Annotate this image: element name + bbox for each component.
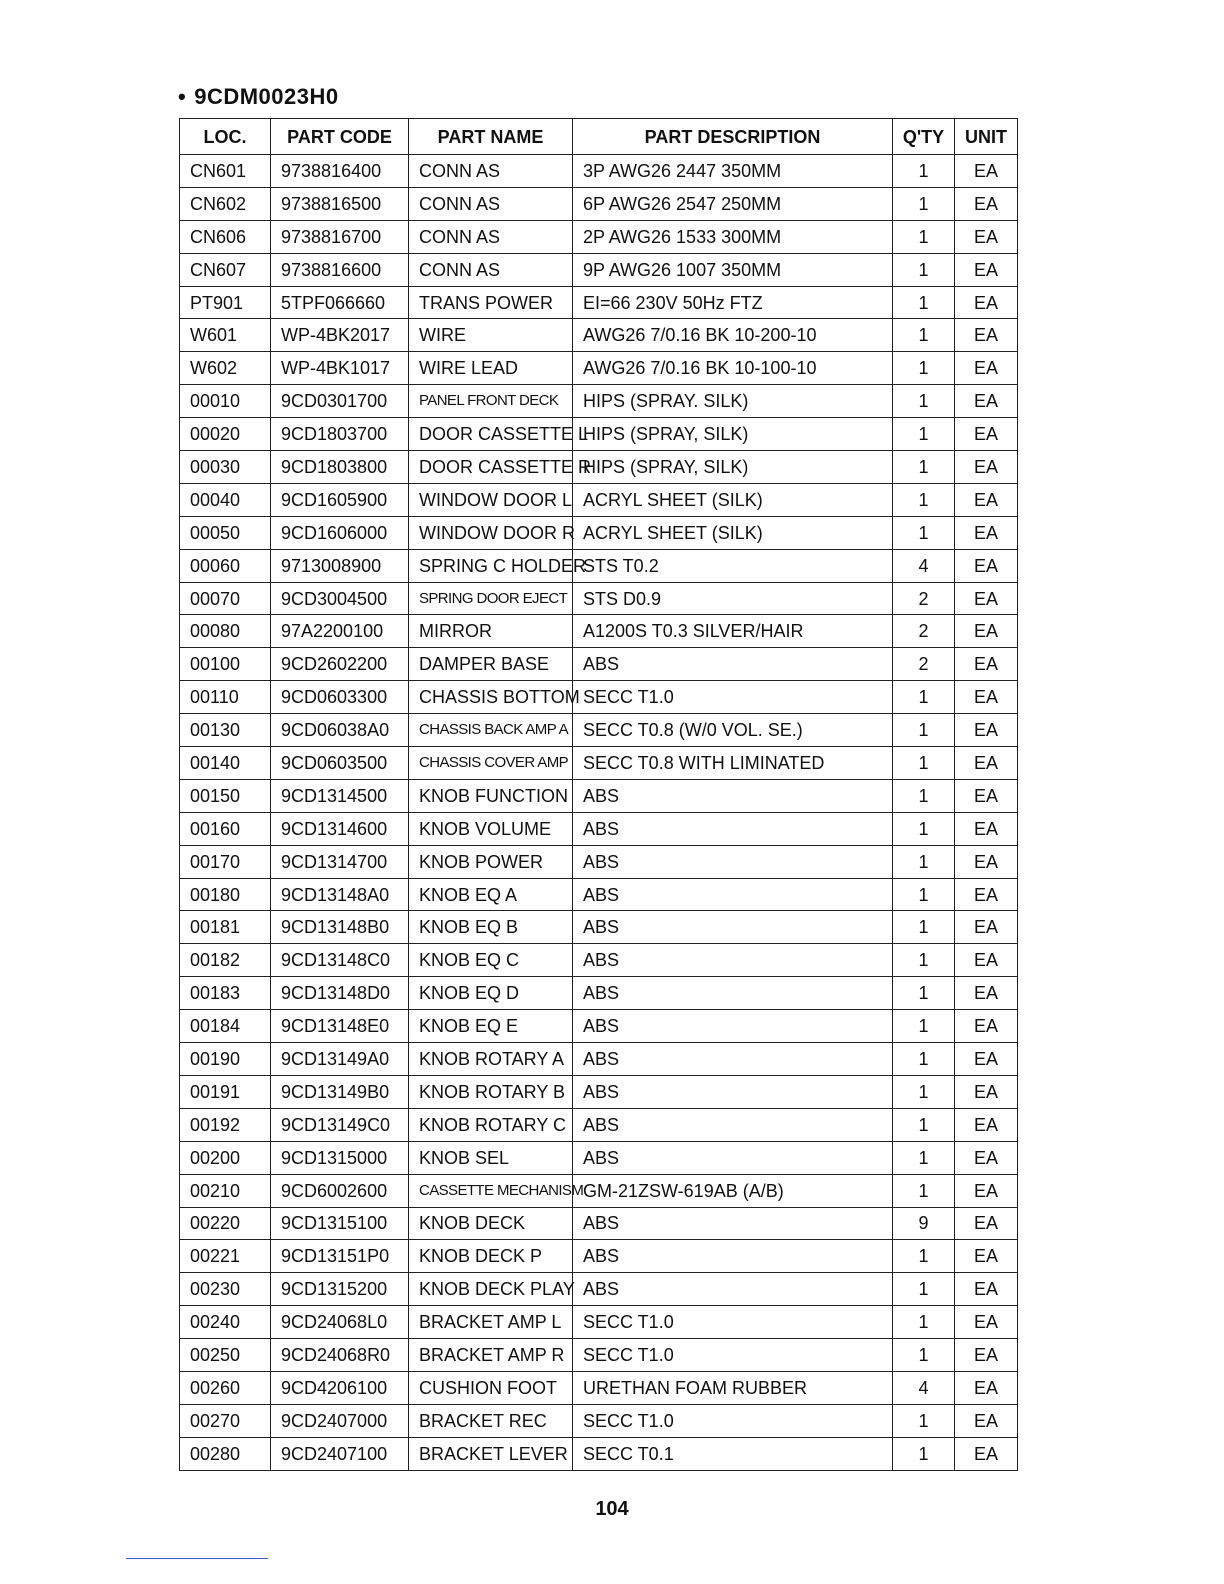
part-name-cell: BRACKET LEVER bbox=[409, 1437, 573, 1470]
qty-cell: 1 bbox=[893, 1075, 955, 1108]
part-description-cell: STS D0.9 bbox=[573, 582, 893, 615]
table-row bbox=[180, 714, 1018, 747]
unit-cell: EA bbox=[955, 845, 1018, 878]
unit-cell: EA bbox=[955, 418, 1018, 451]
part-code-cell: 9CD13148A0 bbox=[271, 878, 409, 911]
loc-cell: 00200 bbox=[180, 1141, 271, 1174]
qty-cell: 1 bbox=[893, 977, 955, 1010]
col-header-part-description: PART DESCRIPTION bbox=[573, 119, 893, 155]
table-row bbox=[180, 977, 1018, 1010]
part-name-cell: KNOB ROTARY A bbox=[409, 1043, 573, 1076]
loc-cell: 00150 bbox=[180, 779, 271, 812]
table-row bbox=[180, 1371, 1018, 1404]
table-row bbox=[180, 747, 1018, 780]
unit-cell: EA bbox=[955, 1306, 1018, 1339]
part-name-cell: KNOB ROTARY C bbox=[409, 1108, 573, 1141]
part-code-cell: 9738816600 bbox=[271, 253, 409, 286]
qty-cell: 4 bbox=[893, 549, 955, 582]
part-description-cell: 2P AWG26 1533 300MM bbox=[573, 220, 893, 253]
page-number: 104 bbox=[595, 1498, 629, 1520]
part-description-cell: ABS bbox=[573, 812, 893, 845]
part-description-cell: AWG26 7/0.16 BK 10-100-10 bbox=[573, 352, 893, 385]
part-description-cell: URETHAN FOAM RUBBER bbox=[573, 1371, 893, 1404]
part-description-cell: ABS bbox=[573, 944, 893, 977]
part-code-cell: 9738816500 bbox=[271, 187, 409, 220]
table-row bbox=[180, 779, 1018, 812]
part-description-cell: SECC T1.0 bbox=[573, 1306, 893, 1339]
table-row bbox=[180, 155, 1018, 188]
qty-cell: 1 bbox=[893, 1108, 955, 1141]
part-code-cell: 9CD13149A0 bbox=[271, 1043, 409, 1076]
table-row bbox=[180, 1404, 1018, 1437]
unit-cell: EA bbox=[955, 1339, 1018, 1372]
table-row bbox=[180, 1207, 1018, 1240]
unit-cell: EA bbox=[955, 582, 1018, 615]
unit-cell: EA bbox=[955, 1108, 1018, 1141]
loc-cell: CN601 bbox=[180, 155, 271, 188]
loc-cell: CN607 bbox=[180, 253, 271, 286]
unit-cell: EA bbox=[955, 220, 1018, 253]
table-row bbox=[180, 1010, 1018, 1043]
table-row bbox=[180, 1141, 1018, 1174]
unit-cell: EA bbox=[955, 681, 1018, 714]
part-name-cell: KNOB ROTARY B bbox=[409, 1075, 573, 1108]
loc-cell: CN602 bbox=[180, 187, 271, 220]
qty-cell: 1 bbox=[893, 1437, 955, 1470]
qty-cell: 1 bbox=[893, 253, 955, 286]
part-description-cell: ABS bbox=[573, 1108, 893, 1141]
part-description-cell: SECC T1.0 bbox=[573, 1339, 893, 1372]
col-header-loc: LOC. bbox=[180, 119, 271, 155]
part-name-cell: CHASSIS BACK AMP A bbox=[409, 714, 573, 747]
unit-cell: EA bbox=[955, 286, 1018, 319]
loc-cell: 00260 bbox=[180, 1371, 271, 1404]
qty-cell: 1 bbox=[893, 1174, 955, 1207]
part-code-cell: 9CD1315100 bbox=[271, 1207, 409, 1240]
unit-cell: EA bbox=[955, 615, 1018, 648]
table-row bbox=[180, 549, 1018, 582]
table-row bbox=[180, 1174, 1018, 1207]
part-name-cell: DOOR CASSETTE R bbox=[409, 451, 573, 484]
qty-cell: 1 bbox=[893, 483, 955, 516]
part-code-cell: 9CD1315200 bbox=[271, 1273, 409, 1306]
unit-cell: EA bbox=[955, 977, 1018, 1010]
part-name-cell: KNOB EQ B bbox=[409, 911, 573, 944]
part-name-cell: CONN AS bbox=[409, 220, 573, 253]
qty-cell: 1 bbox=[893, 1240, 955, 1273]
loc-cell: 00100 bbox=[180, 648, 271, 681]
part-name-cell: KNOB SEL bbox=[409, 1141, 573, 1174]
table-row bbox=[180, 319, 1018, 352]
part-code-cell: 9CD13149B0 bbox=[271, 1075, 409, 1108]
part-code-cell: 9CD13148C0 bbox=[271, 944, 409, 977]
qty-cell: 1 bbox=[893, 220, 955, 253]
qty-cell: 1 bbox=[893, 681, 955, 714]
part-description-cell: SECC T1.0 bbox=[573, 681, 893, 714]
qty-cell: 1 bbox=[893, 747, 955, 780]
loc-cell: CN606 bbox=[180, 220, 271, 253]
unit-cell: EA bbox=[955, 878, 1018, 911]
parts-table-body bbox=[180, 155, 1018, 1471]
part-name-cell: CASSETTE MECHANISM bbox=[409, 1174, 573, 1207]
parts-table bbox=[179, 118, 1018, 1471]
part-code-cell: 9CD13148E0 bbox=[271, 1010, 409, 1043]
part-name-cell: MIRROR bbox=[409, 615, 573, 648]
part-description-cell: ACRYL SHEET (SILK) bbox=[573, 516, 893, 549]
part-name-cell: PANEL FRONT DECK bbox=[409, 385, 573, 418]
unit-cell: EA bbox=[955, 451, 1018, 484]
part-description-cell: ABS bbox=[573, 845, 893, 878]
part-code-cell: 9CD0603500 bbox=[271, 747, 409, 780]
part-code-cell: 9CD6002600 bbox=[271, 1174, 409, 1207]
table-row bbox=[180, 845, 1018, 878]
unit-cell: EA bbox=[955, 253, 1018, 286]
part-code-cell: 9CD0301700 bbox=[271, 385, 409, 418]
part-name-cell: CONN AS bbox=[409, 253, 573, 286]
table-row bbox=[180, 516, 1018, 549]
loc-cell: 00010 bbox=[180, 385, 271, 418]
loc-cell: 00220 bbox=[180, 1207, 271, 1240]
unit-cell: EA bbox=[955, 944, 1018, 977]
loc-cell: 00250 bbox=[180, 1339, 271, 1372]
table-row bbox=[180, 911, 1018, 944]
loc-cell: 00184 bbox=[180, 1010, 271, 1043]
table-row bbox=[180, 220, 1018, 253]
table-row bbox=[180, 1306, 1018, 1339]
part-name-cell: BRACKET REC bbox=[409, 1404, 573, 1437]
loc-cell: 00020 bbox=[180, 418, 271, 451]
table-row bbox=[180, 187, 1018, 220]
part-description-cell: SECC T0.1 bbox=[573, 1437, 893, 1470]
qty-cell: 1 bbox=[893, 451, 955, 484]
loc-cell: 00040 bbox=[180, 483, 271, 516]
part-code-cell: WP-4BK1017 bbox=[271, 352, 409, 385]
part-name-cell: WIRE bbox=[409, 319, 573, 352]
part-name-cell: SPRING DOOR EJECT bbox=[409, 582, 573, 615]
part-name-cell: CUSHION FOOT bbox=[409, 1371, 573, 1404]
part-name-cell: KNOB EQ C bbox=[409, 944, 573, 977]
part-description-cell: AWG26 7/0.16 BK 10-200-10 bbox=[573, 319, 893, 352]
table-row bbox=[180, 286, 1018, 319]
unit-cell: EA bbox=[955, 155, 1018, 188]
qty-cell: 4 bbox=[893, 1371, 955, 1404]
qty-cell: 1 bbox=[893, 286, 955, 319]
qty-cell: 1 bbox=[893, 944, 955, 977]
table-row bbox=[180, 1437, 1018, 1470]
part-name-cell: WINDOW DOOR R bbox=[409, 516, 573, 549]
part-description-cell: STS T0.2 bbox=[573, 549, 893, 582]
table-row bbox=[180, 1108, 1018, 1141]
part-description-cell: ABS bbox=[573, 878, 893, 911]
part-description-cell: 9P AWG26 1007 350MM bbox=[573, 253, 893, 286]
part-code-cell: 9CD1314600 bbox=[271, 812, 409, 845]
part-code-cell: 9CD13148B0 bbox=[271, 911, 409, 944]
table-row bbox=[180, 253, 1018, 286]
loc-cell: 00192 bbox=[180, 1108, 271, 1141]
qty-cell: 9 bbox=[893, 1207, 955, 1240]
unit-cell: EA bbox=[955, 352, 1018, 385]
part-name-cell: WINDOW DOOR L bbox=[409, 483, 573, 516]
part-description-cell: ABS bbox=[573, 911, 893, 944]
part-description-cell: HIPS (SPRAY. SILK) bbox=[573, 385, 893, 418]
loc-cell: 00181 bbox=[180, 911, 271, 944]
loc-cell: 00180 bbox=[180, 878, 271, 911]
part-code-cell: 9CD24068R0 bbox=[271, 1339, 409, 1372]
qty-cell: 1 bbox=[893, 155, 955, 188]
qty-cell: 1 bbox=[893, 516, 955, 549]
part-code-cell: 9CD2602200 bbox=[271, 648, 409, 681]
part-code-cell: 9CD2407100 bbox=[271, 1437, 409, 1470]
part-code-cell: 9CD24068L0 bbox=[271, 1306, 409, 1339]
part-name-cell: KNOB POWER bbox=[409, 845, 573, 878]
qty-cell: 2 bbox=[893, 615, 955, 648]
part-description-cell: ABS bbox=[573, 1240, 893, 1273]
part-code-cell: 9738816700 bbox=[271, 220, 409, 253]
loc-cell: 00182 bbox=[180, 944, 271, 977]
loc-cell: 00221 bbox=[180, 1240, 271, 1273]
col-header-part-code: PART CODE bbox=[271, 119, 409, 155]
part-code-cell: 9CD1605900 bbox=[271, 483, 409, 516]
loc-cell: PT901 bbox=[180, 286, 271, 319]
part-description-cell: 6P AWG26 2547 250MM bbox=[573, 187, 893, 220]
part-name-cell: DAMPER BASE bbox=[409, 648, 573, 681]
part-description-cell: ABS bbox=[573, 779, 893, 812]
loc-cell: 00230 bbox=[180, 1273, 271, 1306]
unit-cell: EA bbox=[955, 1043, 1018, 1076]
part-name-cell: BRACKET AMP L bbox=[409, 1306, 573, 1339]
part-code-cell: 9CD1803800 bbox=[271, 451, 409, 484]
part-description-cell: A1200S T0.3 SILVER/HAIR bbox=[573, 615, 893, 648]
part-name-cell: KNOB DECK P bbox=[409, 1240, 573, 1273]
qty-cell: 1 bbox=[893, 1404, 955, 1437]
part-name-cell: DOOR CASSETTE L bbox=[409, 418, 573, 451]
table-row bbox=[180, 1273, 1018, 1306]
part-code-cell: 97A2200100 bbox=[271, 615, 409, 648]
part-name-cell: WIRE LEAD bbox=[409, 352, 573, 385]
part-description-cell: 3P AWG26 2447 350MM bbox=[573, 155, 893, 188]
loc-cell: W601 bbox=[180, 319, 271, 352]
part-description-cell: ABS bbox=[573, 1075, 893, 1108]
unit-cell: EA bbox=[955, 187, 1018, 220]
qty-cell: 1 bbox=[893, 319, 955, 352]
loc-cell: 00240 bbox=[180, 1306, 271, 1339]
unit-cell: EA bbox=[955, 1437, 1018, 1470]
qty-cell: 1 bbox=[893, 1010, 955, 1043]
qty-cell: 1 bbox=[893, 1273, 955, 1306]
part-description-cell: HIPS (SPRAY, SILK) bbox=[573, 451, 893, 484]
part-code-cell: 9CD0603300 bbox=[271, 681, 409, 714]
part-description-cell: EI=66 230V 50Hz FTZ bbox=[573, 286, 893, 319]
part-description-cell: ABS bbox=[573, 1207, 893, 1240]
part-code-cell: 9CD4206100 bbox=[271, 1371, 409, 1404]
part-code-cell: 5TPF066660 bbox=[271, 286, 409, 319]
loc-cell: 00170 bbox=[180, 845, 271, 878]
part-name-cell: TRANS POWER bbox=[409, 286, 573, 319]
loc-cell: 00210 bbox=[180, 1174, 271, 1207]
part-code-cell: 9CD1314500 bbox=[271, 779, 409, 812]
table-row bbox=[180, 944, 1018, 977]
part-name-cell: CONN AS bbox=[409, 155, 573, 188]
unit-cell: EA bbox=[955, 1240, 1018, 1273]
table-row bbox=[180, 451, 1018, 484]
part-name-cell: SPRING C HOLDER bbox=[409, 549, 573, 582]
unit-cell: EA bbox=[955, 319, 1018, 352]
part-code-cell: WP-4BK2017 bbox=[271, 319, 409, 352]
qty-cell: 2 bbox=[893, 582, 955, 615]
table-row bbox=[180, 352, 1018, 385]
loc-cell: 00183 bbox=[180, 977, 271, 1010]
table-row bbox=[180, 418, 1018, 451]
part-description-cell: ACRYL SHEET (SILK) bbox=[573, 483, 893, 516]
loc-cell: 00080 bbox=[180, 615, 271, 648]
part-description-cell: SECC T0.8 (W/0 VOL. SE.) bbox=[573, 714, 893, 747]
part-code-cell: 9CD1606000 bbox=[271, 516, 409, 549]
header-row bbox=[180, 119, 1018, 155]
table-row bbox=[180, 648, 1018, 681]
unit-cell: EA bbox=[955, 648, 1018, 681]
loc-cell: W602 bbox=[180, 352, 271, 385]
qty-cell: 1 bbox=[893, 352, 955, 385]
part-name-cell: KNOB EQ A bbox=[409, 878, 573, 911]
part-description-cell: GM-21ZSW-619AB (A/B) bbox=[573, 1174, 893, 1207]
unit-cell: EA bbox=[955, 1010, 1018, 1043]
page-title bbox=[178, 84, 339, 110]
unit-cell: EA bbox=[955, 516, 1018, 549]
part-name-cell: KNOB DECK PLAY bbox=[409, 1273, 573, 1306]
loc-cell: 00110 bbox=[180, 681, 271, 714]
loc-cell: 00050 bbox=[180, 516, 271, 549]
unit-cell: EA bbox=[955, 911, 1018, 944]
table-row bbox=[180, 385, 1018, 418]
part-code-cell: 9CD13148D0 bbox=[271, 977, 409, 1010]
table-row bbox=[180, 681, 1018, 714]
qty-cell: 1 bbox=[893, 1141, 955, 1174]
table-row bbox=[180, 878, 1018, 911]
unit-cell: EA bbox=[955, 714, 1018, 747]
part-name-cell: CHASSIS BOTTOM bbox=[409, 681, 573, 714]
part-name-cell: KNOB EQ E bbox=[409, 1010, 573, 1043]
unit-cell: EA bbox=[955, 483, 1018, 516]
qty-cell: 1 bbox=[893, 714, 955, 747]
model-code: 9CDM0023H0 bbox=[194, 84, 339, 109]
table-row bbox=[180, 483, 1018, 516]
part-description-cell: ABS bbox=[573, 1010, 893, 1043]
part-name-cell: CONN AS bbox=[409, 187, 573, 220]
loc-cell: 00190 bbox=[180, 1043, 271, 1076]
unit-cell: EA bbox=[955, 1141, 1018, 1174]
part-description-cell: ABS bbox=[573, 1141, 893, 1174]
loc-cell: 00130 bbox=[180, 714, 271, 747]
qty-cell: 1 bbox=[893, 779, 955, 812]
qty-cell: 1 bbox=[893, 812, 955, 845]
qty-cell: 1 bbox=[893, 418, 955, 451]
part-code-cell: 9738816400 bbox=[271, 155, 409, 188]
unit-cell: EA bbox=[955, 385, 1018, 418]
part-description-cell: SECC T0.8 WITH LIMINATED bbox=[573, 747, 893, 780]
qty-cell: 1 bbox=[893, 385, 955, 418]
table-row bbox=[180, 1339, 1018, 1372]
col-header-unit: UNIT bbox=[955, 119, 1018, 155]
unit-cell: EA bbox=[955, 812, 1018, 845]
part-name-cell: BRACKET AMP R bbox=[409, 1339, 573, 1372]
part-name-cell: KNOB EQ D bbox=[409, 977, 573, 1010]
part-name-cell: CHASSIS COVER AMP bbox=[409, 747, 573, 780]
footer-rule bbox=[126, 1558, 268, 1559]
part-description-cell: HIPS (SPRAY, SILK) bbox=[573, 418, 893, 451]
loc-cell: 00160 bbox=[180, 812, 271, 845]
loc-cell: 00140 bbox=[180, 747, 271, 780]
part-code-cell: 9CD13151P0 bbox=[271, 1240, 409, 1273]
part-description-cell: SECC T1.0 bbox=[573, 1404, 893, 1437]
loc-cell: 00030 bbox=[180, 451, 271, 484]
unit-cell: EA bbox=[955, 747, 1018, 780]
part-description-cell: ABS bbox=[573, 648, 893, 681]
unit-cell: EA bbox=[955, 1207, 1018, 1240]
loc-cell: 00191 bbox=[180, 1075, 271, 1108]
unit-cell: EA bbox=[955, 1273, 1018, 1306]
unit-cell: EA bbox=[955, 779, 1018, 812]
table-row bbox=[180, 1043, 1018, 1076]
qty-cell: 1 bbox=[893, 911, 955, 944]
part-code-cell: 9CD3004500 bbox=[271, 582, 409, 615]
unit-cell: EA bbox=[955, 549, 1018, 582]
qty-cell: 1 bbox=[893, 1339, 955, 1372]
table-row bbox=[180, 812, 1018, 845]
loc-cell: 00060 bbox=[180, 549, 271, 582]
qty-cell: 1 bbox=[893, 1043, 955, 1076]
unit-cell: EA bbox=[955, 1371, 1018, 1404]
part-code-cell: 9CD13149C0 bbox=[271, 1108, 409, 1141]
part-code-cell: 9CD06038A0 bbox=[271, 714, 409, 747]
table-row bbox=[180, 1075, 1018, 1108]
part-description-cell: ABS bbox=[573, 1273, 893, 1306]
table-row bbox=[180, 1240, 1018, 1273]
table-row bbox=[180, 582, 1018, 615]
qty-cell: 1 bbox=[893, 1306, 955, 1339]
part-code-cell: 9CD1314700 bbox=[271, 845, 409, 878]
bullet-icon: • bbox=[178, 84, 187, 109]
unit-cell: EA bbox=[955, 1404, 1018, 1437]
loc-cell: 00280 bbox=[180, 1437, 271, 1470]
part-description-cell: ABS bbox=[573, 977, 893, 1010]
loc-cell: 00070 bbox=[180, 582, 271, 615]
part-code-cell: 9CD1315000 bbox=[271, 1141, 409, 1174]
part-description-cell: ABS bbox=[573, 1043, 893, 1076]
part-code-cell: 9CD2407000 bbox=[271, 1404, 409, 1437]
table-row bbox=[180, 615, 1018, 648]
qty-cell: 2 bbox=[893, 648, 955, 681]
col-header-part-name: PART NAME bbox=[409, 119, 573, 155]
part-name-cell: KNOB DECK bbox=[409, 1207, 573, 1240]
col-header-qty: Q'TY bbox=[893, 119, 955, 155]
qty-cell: 1 bbox=[893, 187, 955, 220]
part-name-cell: KNOB VOLUME bbox=[409, 812, 573, 845]
part-code-cell: 9713008900 bbox=[271, 549, 409, 582]
loc-cell: 00270 bbox=[180, 1404, 271, 1437]
part-code-cell: 9CD1803700 bbox=[271, 418, 409, 451]
qty-cell: 1 bbox=[893, 845, 955, 878]
unit-cell: EA bbox=[955, 1075, 1018, 1108]
unit-cell: EA bbox=[955, 1174, 1018, 1207]
qty-cell: 1 bbox=[893, 878, 955, 911]
part-name-cell: KNOB FUNCTION bbox=[409, 779, 573, 812]
